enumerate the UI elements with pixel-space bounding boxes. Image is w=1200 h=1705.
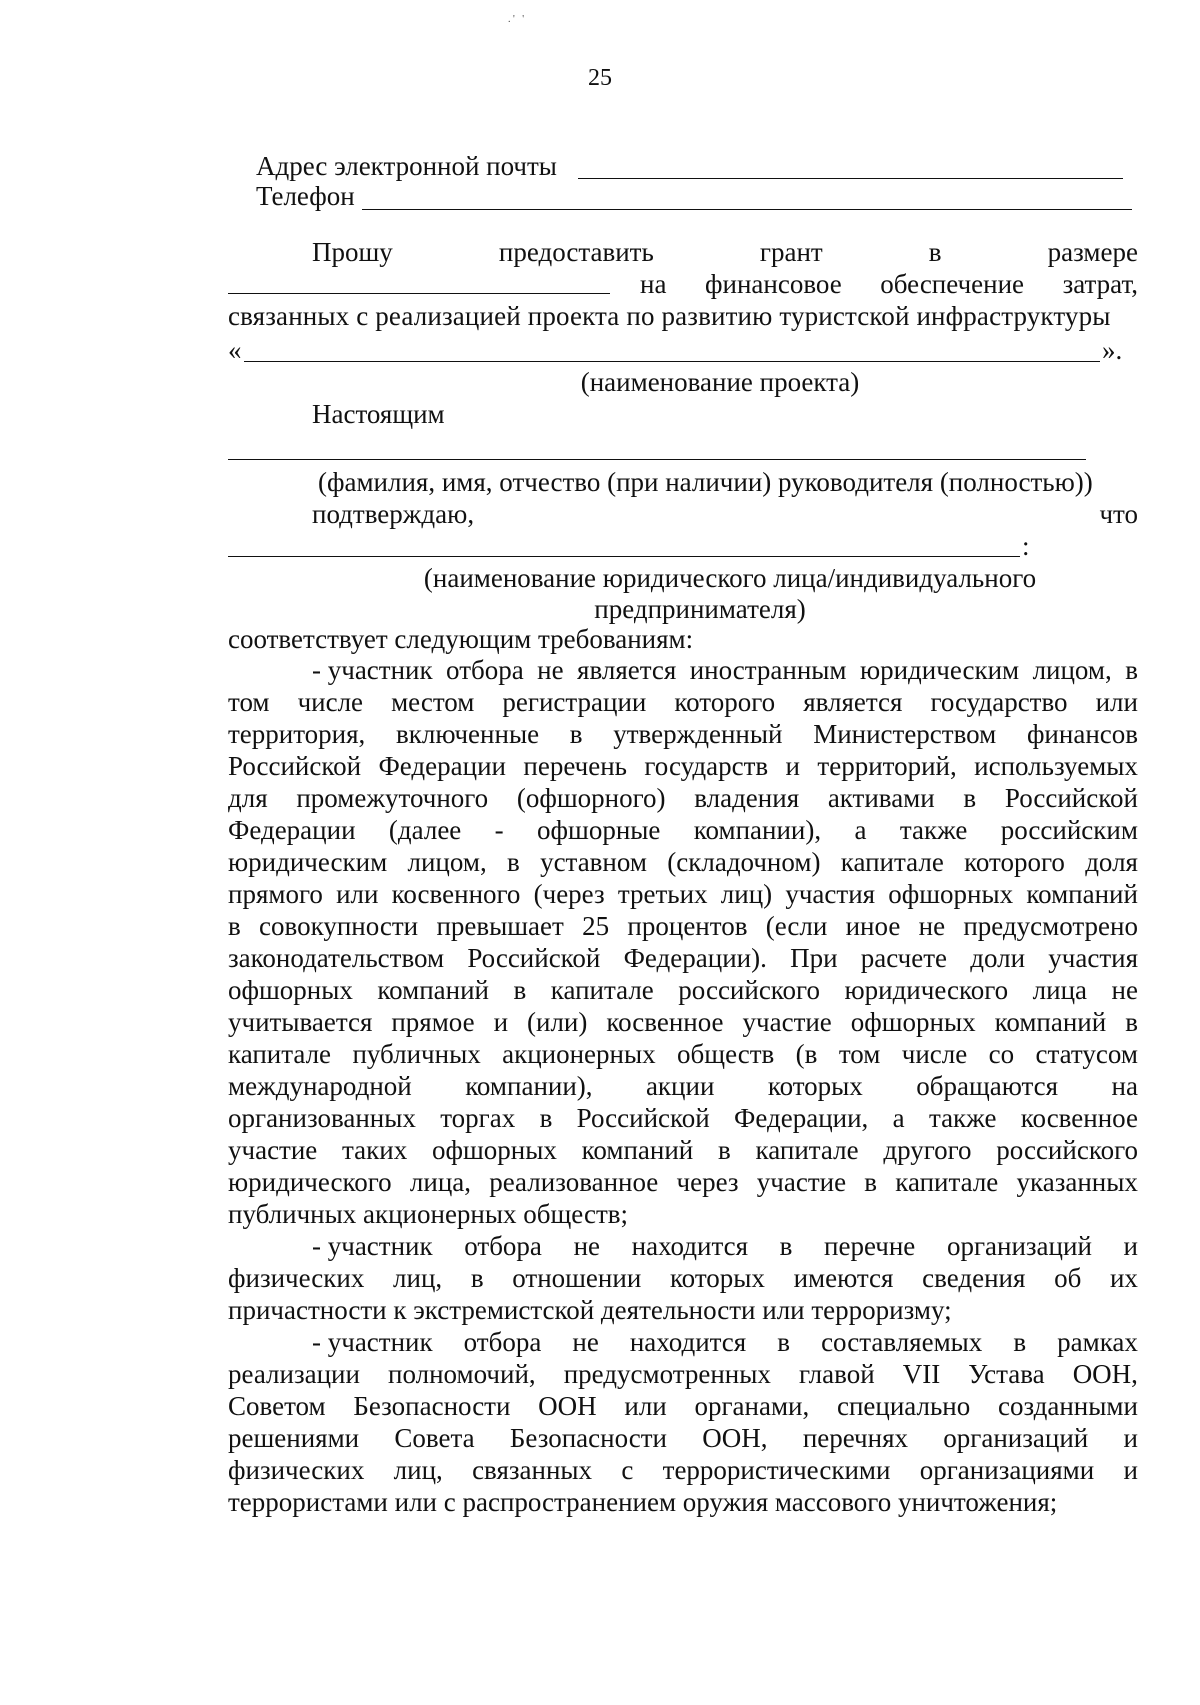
word: лица, bbox=[409, 1167, 472, 1197]
word: подтверждаю, bbox=[312, 499, 475, 529]
word: в bbox=[864, 1167, 878, 1197]
word: иностранным bbox=[689, 655, 847, 685]
word: лица bbox=[1032, 975, 1087, 1005]
word: затрат, bbox=[1062, 269, 1138, 299]
word: Российской bbox=[576, 1103, 710, 1133]
word: Федерации bbox=[378, 751, 506, 781]
request-line-1 bbox=[312, 236, 1138, 268]
word: офшорные bbox=[537, 815, 661, 845]
word: указанных bbox=[1016, 1167, 1138, 1197]
word: и bbox=[1123, 1423, 1138, 1453]
word: акционерных bbox=[502, 1039, 656, 1069]
word: Федерации, bbox=[734, 1103, 869, 1133]
word: является bbox=[577, 655, 677, 685]
word: регистрации bbox=[502, 687, 647, 717]
word: находится bbox=[631, 1231, 748, 1261]
word: учитывается bbox=[228, 1007, 373, 1037]
word: физических bbox=[228, 1263, 365, 1293]
word: перечнях bbox=[802, 1423, 909, 1453]
word: офшорных bbox=[850, 1007, 976, 1037]
word: в bbox=[1125, 655, 1138, 685]
word: также bbox=[899, 815, 968, 845]
word: При bbox=[790, 943, 838, 973]
word: решениями bbox=[228, 1423, 360, 1453]
word: составляемых bbox=[821, 1327, 983, 1357]
word: об bbox=[1054, 1263, 1082, 1293]
word: с bbox=[621, 1455, 634, 1485]
word: 25 bbox=[582, 911, 610, 941]
word: акции bbox=[645, 1071, 715, 1101]
word: (или) bbox=[527, 1007, 588, 1037]
word: полномочий, bbox=[388, 1359, 536, 1389]
word: юридического bbox=[228, 1167, 392, 1197]
word: в bbox=[470, 1263, 484, 1293]
entity-caption-1: (наименование юридического лица/индивидуального bbox=[423, 563, 1037, 593]
entity-colon: : bbox=[1022, 531, 1030, 561]
req-line bbox=[228, 1038, 1138, 1070]
word: размере bbox=[1047, 237, 1138, 267]
req-line bbox=[228, 718, 1138, 750]
word: что bbox=[1099, 499, 1138, 529]
word: расчете bbox=[860, 943, 948, 973]
word: российским bbox=[1000, 815, 1138, 845]
word: на bbox=[640, 269, 667, 299]
word: в bbox=[928, 237, 942, 267]
word: в bbox=[507, 847, 520, 877]
word: в bbox=[1013, 1327, 1027, 1357]
req-line bbox=[228, 974, 1138, 1006]
word: является bbox=[803, 687, 903, 717]
word: Совета bbox=[394, 1423, 475, 1453]
word: не bbox=[572, 1327, 599, 1357]
word: реализации bbox=[228, 1359, 360, 1389]
word: уставном bbox=[540, 847, 647, 877]
word: VII bbox=[902, 1359, 941, 1389]
word: организаций bbox=[943, 1423, 1089, 1453]
req-line bbox=[228, 1102, 1138, 1134]
word: имеются bbox=[793, 1263, 894, 1293]
quote-close: ». bbox=[1102, 335, 1123, 365]
word: капитале bbox=[228, 1039, 332, 1069]
person-name-line bbox=[228, 459, 1086, 460]
word: и bbox=[1123, 1231, 1138, 1261]
word: международной bbox=[228, 1071, 412, 1101]
word: Безопасности bbox=[353, 1391, 511, 1421]
word: которых bbox=[767, 1071, 863, 1101]
email-label: Адрес электронной почты bbox=[256, 151, 557, 181]
word: промежуточного bbox=[296, 783, 489, 813]
word: в bbox=[228, 911, 241, 941]
word: или bbox=[624, 1391, 667, 1421]
word: (складочном) bbox=[667, 847, 821, 877]
req-line bbox=[228, 1166, 1138, 1198]
word: реализованное bbox=[489, 1167, 659, 1197]
word: Прошу bbox=[312, 237, 393, 267]
word: специально bbox=[836, 1391, 971, 1421]
word: лицом, bbox=[407, 847, 487, 877]
req-line bbox=[228, 942, 1138, 974]
word: числе bbox=[297, 687, 364, 717]
word: - участник bbox=[312, 655, 433, 685]
word: которого bbox=[964, 847, 1065, 877]
word: компании), bbox=[465, 1071, 593, 1101]
word: включенные bbox=[396, 719, 540, 749]
word: российского bbox=[996, 1135, 1138, 1165]
req-last-line: публичных акционерных обществ; bbox=[228, 1199, 628, 1229]
word: российского bbox=[678, 975, 820, 1005]
word: организованных bbox=[228, 1103, 416, 1133]
word: рамках bbox=[1057, 1327, 1138, 1357]
word: (далее bbox=[388, 815, 462, 845]
word: или bbox=[1095, 687, 1138, 717]
word: предусмотренных bbox=[563, 1359, 771, 1389]
word: доля bbox=[1085, 847, 1138, 877]
word: (через bbox=[533, 879, 605, 909]
word: Российской bbox=[467, 943, 601, 973]
word: - участник bbox=[312, 1231, 433, 1261]
word: сведения bbox=[922, 1263, 1026, 1293]
word: в bbox=[963, 783, 977, 813]
word: другого bbox=[883, 1135, 972, 1165]
req-line bbox=[312, 1230, 1138, 1262]
word: участие bbox=[228, 1135, 318, 1165]
word: не bbox=[1111, 975, 1138, 1005]
word: утвержденный bbox=[613, 719, 783, 749]
word: на bbox=[1111, 1071, 1138, 1101]
word: активами bbox=[827, 783, 935, 813]
word: местом bbox=[391, 687, 475, 717]
word: компании), bbox=[693, 815, 822, 845]
word: предоставить bbox=[498, 237, 654, 267]
entity-caption-2: предпринимателя) bbox=[594, 594, 806, 624]
word: и bbox=[785, 751, 800, 781]
word: статусом bbox=[1035, 1039, 1138, 1069]
person-caption: (фамилия, имя, отчество (при наличии) руководителя (полностью)) bbox=[318, 467, 1093, 497]
word: и bbox=[1123, 1455, 1138, 1485]
word: юридическим bbox=[228, 847, 388, 877]
word: ООН, bbox=[1072, 1359, 1138, 1389]
phone-label: Телефон bbox=[256, 181, 355, 211]
word: третьих bbox=[617, 879, 708, 909]
req-line bbox=[228, 814, 1138, 846]
page-number: 25 bbox=[588, 65, 612, 91]
req-line bbox=[312, 1326, 1138, 1358]
req-line bbox=[228, 1006, 1138, 1038]
word: компаний bbox=[581, 1135, 694, 1165]
word: перечень bbox=[523, 751, 627, 781]
word: Безопасности bbox=[509, 1423, 667, 1453]
word: физических bbox=[228, 1455, 365, 1485]
word: ООН bbox=[538, 1391, 597, 1421]
word: участия bbox=[1048, 943, 1138, 973]
word: косвенное bbox=[1020, 1103, 1138, 1133]
req-last-line: причастности к экстремистской деятельности или терроризму; bbox=[228, 1295, 952, 1325]
entity-name-line bbox=[228, 556, 1020, 557]
confirm-line bbox=[312, 498, 1138, 530]
word: отношении bbox=[512, 1263, 642, 1293]
word: офшорных bbox=[432, 1135, 557, 1165]
word: компаний bbox=[1026, 879, 1138, 909]
word: Министерством bbox=[813, 719, 997, 749]
word: обществ bbox=[677, 1039, 775, 1069]
word: отбора bbox=[446, 655, 524, 685]
word: лиц, bbox=[393, 1455, 443, 1485]
word: Российской bbox=[228, 751, 362, 781]
req-line bbox=[228, 910, 1138, 942]
word: лицом, bbox=[1032, 655, 1112, 685]
word: Федерации bbox=[228, 815, 356, 845]
word: капитале bbox=[895, 1167, 999, 1197]
word: (в bbox=[795, 1039, 818, 1069]
word: государств bbox=[644, 751, 769, 781]
req-line bbox=[228, 750, 1138, 782]
word: юридическим bbox=[859, 655, 1020, 685]
word: капитале bbox=[840, 847, 944, 877]
word: государство bbox=[930, 687, 1068, 717]
word: лиц) bbox=[720, 879, 773, 909]
word: финансовое bbox=[705, 269, 842, 299]
word: офшорных bbox=[888, 879, 1014, 909]
project-caption: (наименование проекта) bbox=[580, 367, 860, 397]
word: в bbox=[513, 975, 527, 1005]
word: капитале bbox=[550, 975, 654, 1005]
word: (если bbox=[765, 911, 828, 941]
word: которых bbox=[669, 1263, 765, 1293]
word: организаций bbox=[946, 1231, 1092, 1261]
phone-fill-line bbox=[362, 209, 1132, 210]
word: созданными bbox=[997, 1391, 1138, 1421]
word: торгах bbox=[440, 1103, 516, 1133]
word: связанных bbox=[472, 1455, 593, 1485]
req-line bbox=[228, 782, 1138, 814]
word: не bbox=[918, 911, 946, 941]
word: законодательством bbox=[228, 943, 445, 973]
word: террористическими bbox=[662, 1455, 891, 1485]
word: обращаются bbox=[916, 1071, 1059, 1101]
req-line bbox=[228, 1262, 1138, 1294]
word: владения bbox=[694, 783, 800, 813]
word: в bbox=[569, 719, 583, 749]
word: со bbox=[988, 1039, 1015, 1069]
word: (офшорного) bbox=[516, 783, 666, 813]
word: участия bbox=[785, 879, 876, 909]
word: участие bbox=[756, 1167, 847, 1197]
word: косвенное bbox=[606, 1007, 724, 1037]
word: косвенного bbox=[391, 879, 521, 909]
word: доли bbox=[970, 943, 1026, 973]
word: иное bbox=[845, 911, 901, 941]
req-line bbox=[228, 1454, 1138, 1486]
word: ООН, bbox=[702, 1423, 768, 1453]
req-line bbox=[228, 846, 1138, 878]
word: территория, bbox=[228, 719, 366, 749]
word: Устава bbox=[968, 1359, 1045, 1389]
req-last-line: террористами или с распространением оружия массового уничтожения; bbox=[228, 1487, 1058, 1517]
word: в bbox=[718, 1135, 731, 1165]
req-line bbox=[228, 1390, 1138, 1422]
word: в bbox=[1125, 1007, 1138, 1037]
email-fill-line bbox=[578, 178, 1123, 179]
word: Российской bbox=[1004, 783, 1138, 813]
req-line bbox=[228, 1070, 1138, 1102]
req-line bbox=[228, 1422, 1138, 1454]
word: том bbox=[228, 687, 270, 717]
req-line bbox=[228, 1134, 1138, 1166]
word: - bbox=[494, 815, 504, 845]
word: не bbox=[573, 1231, 600, 1261]
quote-open: « bbox=[228, 335, 242, 365]
word: для bbox=[228, 783, 268, 813]
word: также bbox=[928, 1103, 997, 1133]
word: процентов bbox=[627, 911, 748, 941]
word: отбора bbox=[464, 1231, 542, 1261]
word: органами, bbox=[694, 1391, 810, 1421]
req-line bbox=[228, 1358, 1138, 1390]
word: превышает bbox=[436, 911, 564, 941]
word: не bbox=[537, 655, 564, 685]
word: финансов bbox=[1026, 719, 1138, 749]
req-line bbox=[228, 878, 1138, 910]
word: которого bbox=[674, 687, 776, 717]
word: в bbox=[539, 1103, 553, 1133]
word: таких bbox=[342, 1135, 408, 1165]
word: компаний bbox=[994, 1007, 1107, 1037]
scan-specks: . ' ' bbox=[508, 14, 525, 25]
project-name-line bbox=[244, 361, 1100, 362]
word: прямого bbox=[228, 879, 323, 909]
word: организациями bbox=[919, 1455, 1095, 1485]
request-line-2 bbox=[640, 268, 1138, 300]
word: грант bbox=[759, 237, 823, 267]
word: предусмотрено bbox=[963, 911, 1138, 941]
word: том bbox=[838, 1039, 881, 1069]
meets-requirements: соответствует следующим требованиям: bbox=[228, 624, 694, 654]
word: отбора bbox=[463, 1327, 542, 1357]
request-line-3: связанных с реализацией проекта по развитию туристской инфраструктуры bbox=[228, 301, 1111, 331]
word: офшорных bbox=[228, 975, 353, 1005]
word: в bbox=[777, 1327, 791, 1357]
word: используемых bbox=[974, 751, 1138, 781]
req-line bbox=[312, 654, 1138, 686]
word: совокупности bbox=[259, 911, 419, 941]
word: капитале bbox=[755, 1135, 859, 1165]
word: находится bbox=[629, 1327, 747, 1357]
word: территорий, bbox=[817, 751, 957, 781]
word: участие bbox=[742, 1007, 832, 1037]
word: и bbox=[493, 1007, 509, 1037]
word: Советом bbox=[228, 1391, 326, 1421]
word: Федерации). bbox=[623, 943, 767, 973]
word: их bbox=[1109, 1263, 1138, 1293]
word: юридического bbox=[844, 975, 1009, 1005]
word: числе bbox=[901, 1039, 968, 1069]
word: через bbox=[676, 1167, 739, 1197]
req-line bbox=[228, 686, 1138, 718]
word: лиц, bbox=[393, 1263, 443, 1293]
word: а bbox=[892, 1103, 905, 1133]
word: компаний bbox=[377, 975, 489, 1005]
hereby-word: Настоящим bbox=[312, 399, 445, 429]
word: перечне bbox=[824, 1231, 916, 1261]
word: главой bbox=[798, 1359, 875, 1389]
word: обеспечение bbox=[880, 269, 1025, 299]
word: прямое bbox=[391, 1007, 475, 1037]
word: или bbox=[336, 879, 379, 909]
word: а bbox=[854, 815, 867, 845]
word: - участник bbox=[312, 1327, 433, 1357]
word: публичных bbox=[352, 1039, 481, 1069]
word: в bbox=[779, 1231, 793, 1261]
grant-amount-line bbox=[228, 293, 610, 294]
